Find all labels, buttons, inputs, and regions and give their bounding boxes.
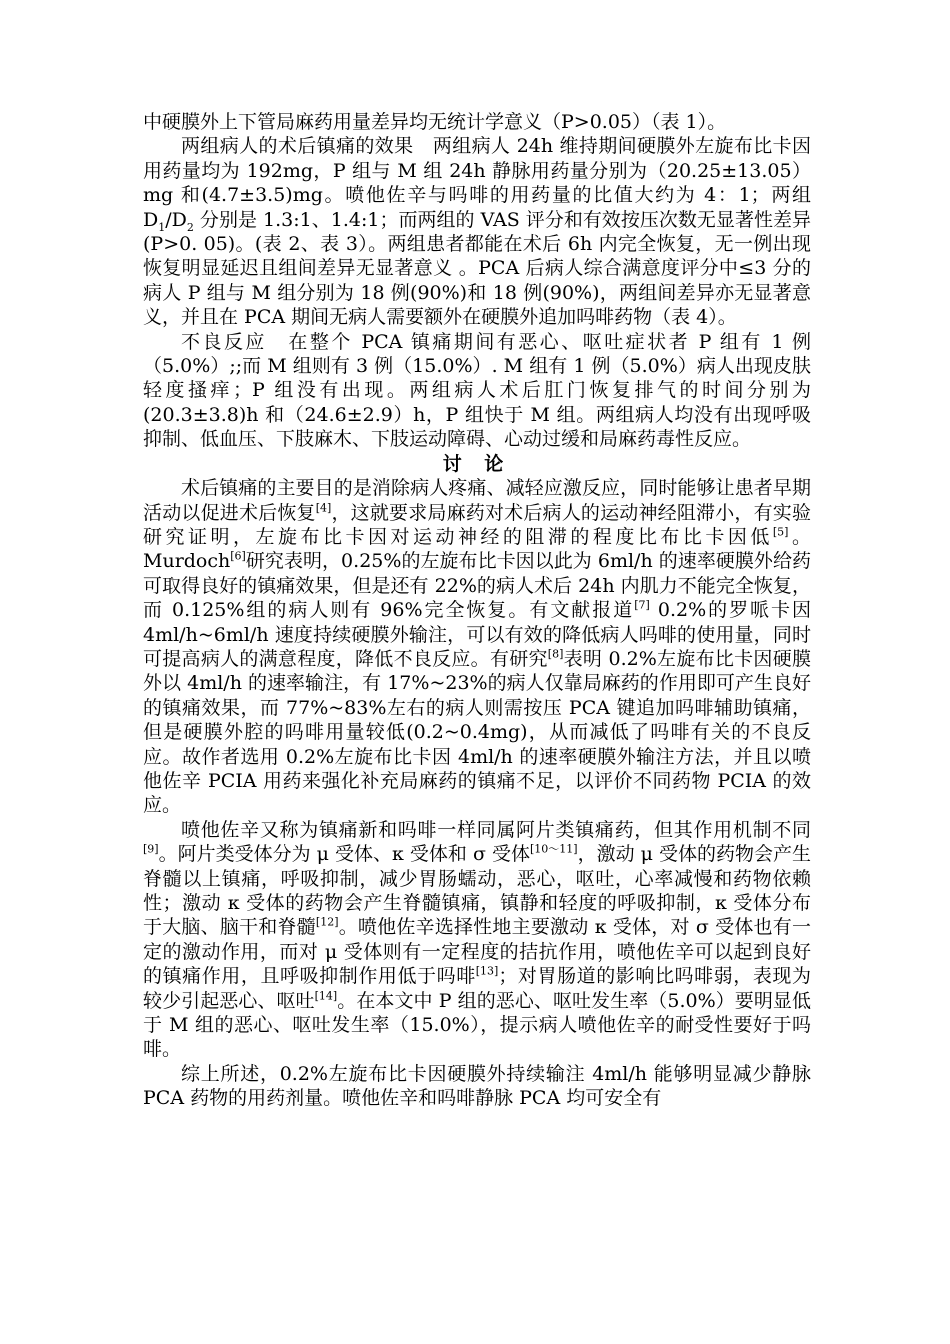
paragraph-adverse-reactions: 不良反应 在整个 PCA 镇痛期间有恶心、呕吐症状者 P 组有 1 例（5.0%）;;而 M 组则有 3 例（15.0%）. M 组有 1 例（5.0%）病人出现皮肤轻度搔痒；P 组没有出现。两组病人术后肛门恢复排气的时间分别为(20.3±3.8)h 和（24.6±2.9）h，P 组快于 M 组。两组病人均没有出现呼吸抑制、低血压、下肢麻木、下肢运动障碍、心动过缓和局麻药毒性反应。 [143,330,811,451]
text-run: 表明 0.2%左旋布比卡因硬膜外以 4ml/h 的速率输注，有 17%~23%的病人仅靠局麻药的作用即可产生良好的镇痛效果，而 77%~83%左右的病人则需按压 PCA 键追加吗啡辅助镇痛，但是硬膜外腔的吗啡用量较低(0.2~0.4mg)，从而减低了吗啡有关的不良反应。故作者选用 0.2%左旋布比卡因 4ml/h 的速率硬膜外输注方法，并且以喷他佐辛 PCIA 用药来强化补充局麻药的镇痛不足，以评价不同药物 PCIA 的效应。 [143,647,811,817]
text-run: 研究表明，0.25%的左旋布比卡因以此为 6ml/h 的速率硬膜外给药可取得良好的镇痛效果，但是还有 22%的病人术后 24h 内肌力不能完全恢复，而 0.125%组的病人则有 96%完全恢复。有文献报道 [143,550,811,622]
citation-ref: [7] [634,598,650,612]
citation-ref: [10～11] [530,842,578,856]
citation-ref: [4] [315,501,332,515]
paragraph-conclusion: 综上所述，0.2%左旋布比卡因硬膜外持续输注 4ml/h 能够明显减少静脉 PCA 药物的用药剂量。喷他佐辛和吗啡静脉 PCA 均可安全有 [143,1062,811,1110]
text-run: 。Murdoch [143,525,811,573]
paragraph-discussion-1 [143,476,811,818]
citation-ref: [6] [230,549,246,563]
section-heading-discussion: 讨 论 [442,452,512,475]
text-run: ，激动 μ 受体的药物会产生脊髓以上镇痛，呼吸抑制，减少胃肠蠕动，恶心，呕吐，心率减慢和药物依赖性；激动 κ 受体的药物会产生脊髓镇痛，镇静和轻度的呼吸抑制，κ 受体分布于大脑、脑干和脊髓 [143,843,812,939]
text-run: ，这就要求局麻药对术后病人的运动神经阻滞小，有实验研究证明，左旋布比卡因对运动神经的阻滞的程度比布比卡因低 [143,501,811,548]
paragraph-results-continued: 中硬膜外上下管局麻药用量差异均无统计学意义（P>0.05）（表 1）。 [143,111,727,133]
citation-ref: [12] [315,916,339,930]
subscript: 1 [158,220,166,234]
text-run: 分别是 1.3:1、1.4:1；而两组的 VAS 评分和有效按压次数无显著性差异(P>0. 05)。(表 2、表 3）。两组患者都能在术后 6h 内完全恢复，无一例出现恢复明显延迟且组间差异无显著意义 。PCA 后病人综合满意度评分中≤3 分的病人 P 组与 M 组分别为 18 例(90%)和 18 例(90%)，两组间差异亦无显著意义，并且在 PCA 期间无病人需要额外在硬膜外追加吗啡药物（表 4）。 [143,208,811,329]
citation-ref: [8] [547,647,564,661]
subscript: 2 [186,220,194,234]
citation-ref: [13] [475,964,499,978]
text-run: 。阿片类受体分为 μ 受体、κ 受体和 σ 受体 [158,843,530,866]
text-run: 两组病人的术后镇痛的效果 两组病人 24h 维持期间硬膜外左旋布比卡因用药量均为 192mg，P 组与 M 组 24h 静脉用药量分别为（20.25±13.05）mg 和(4.7±3.5)mg。喷他佐辛与吗啡的用药量的比值大约为 4：1；两组 D [143,135,811,231]
text-run: 喷他佐辛又称为镇痛新和吗啡一样同属阿片类镇痛药，但其作用机制不同 [181,818,811,841]
text-run: ；对胃肠道的影响比吗啡弱，表现为较少引起恶心、呕吐 [143,965,811,1012]
citation-ref: [9] [143,842,159,856]
document-page [143,110,811,1111]
paragraph-discussion-2 [143,818,811,1062]
citation-ref: [5] [772,525,789,539]
paragraph-analgesic-effect [143,134,811,329]
text-run: /D [165,208,187,231]
text-run: 。喷他佐辛选择性地主要激动 κ 受体，对 σ 受体也有一定的激动作用，而对 μ 受体则有一定程度的拮抗作用，喷他佐辛可以起到良好的镇痛作用，且呼吸抑制作用低于吗啡 [143,916,811,988]
text-run: 术后镇痛的主要目的是消除病人疼痛、减轻应激反应，同时能够让患者早期活动以促进术后恢复 [143,477,811,524]
citation-ref: [14] [314,989,338,1003]
text-run: 0.2%的罗哌卡因 4ml/h~6ml/h 速度持续硬膜外输注，可以有效的降低病人吗啡的使用量，同时可提高病人的满意程度，降低不良反应。有研究 [143,599,812,670]
text-run: 。在本文中 P 组的恶心、呕吐发生率（5.0%）要明显低于 M 组的恶心、呕吐发生率（15.0%），提示病人喷他佐辛的耐受性要好于吗啡。 [143,989,811,1061]
